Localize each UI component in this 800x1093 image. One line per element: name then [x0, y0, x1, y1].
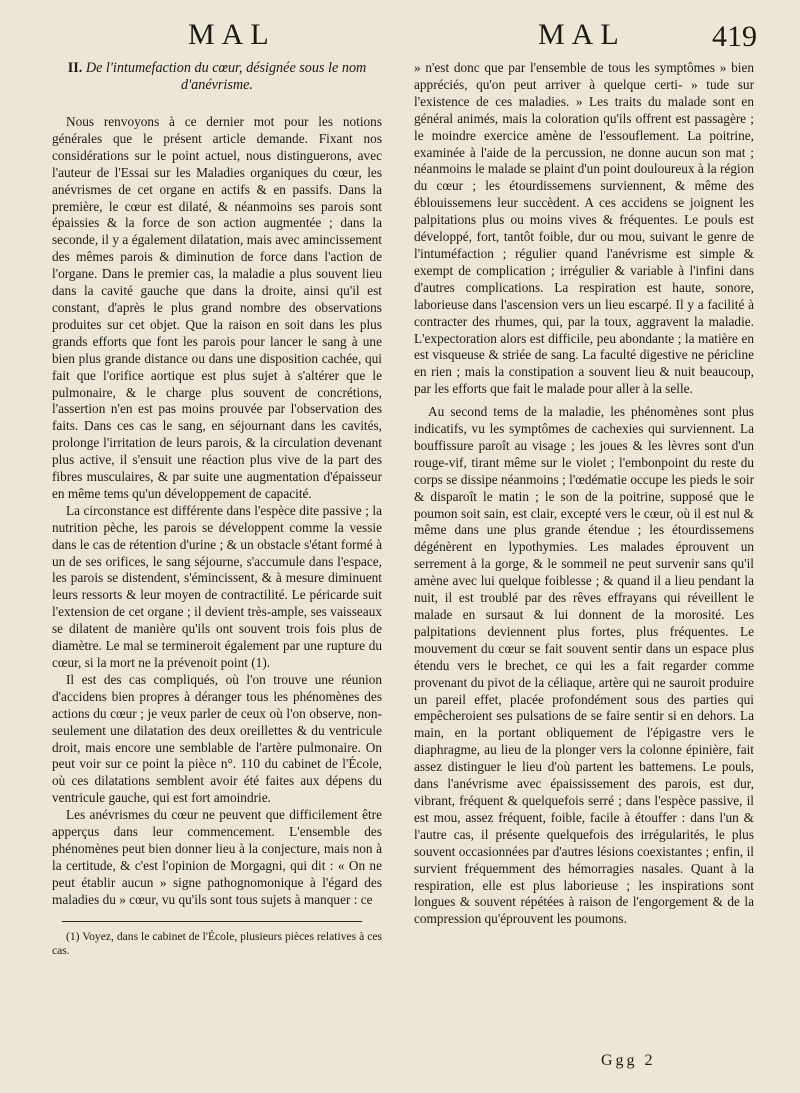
paragraph: Les anévrismes du cœur ne peuvent que difficilement être apperçus dans leur commencement. L'ensemble des phénomènes peut bien donner lieu à la conjecture, mais non à la certitude, & c'est l'opinion de Morgagni, qui dit : « On ne peut établir aucun » signe pathognomonique à l'égard des maladies du » cœur, vu qu'ils sont tous sujets à manquer : ce — [52, 807, 382, 907]
paragraph: » n'est donc que par l'ensemble de tous les symptômes » bien appréciés, qu'on peut arriver à quelque certi- » tude sur l'existence de ces maladies. » Les traits du malade sont en général animés, mais la coloration qu'ils offrent est passagère ; le moindre exercice amène de l'essouflement. La poitrine, examinée à l'aide de la percussion, ne donne aucun son mat ; néanmoins le malade se plaint d'un point douloureux à la région du cœur ; les étourdissemens surviennent, & même des éblouissemens leur succèdent. A ces accidens se joignent les palpitations plus ou moins vives & fréquentes. Le pouls est développé, fort, tantôt foible, dur ou mou, suivant le genre de l'intuméfaction ; régulier quand l'anévrisme est simple & exempt de complication ; irrégulier & variable à l'infini dans d'autres complications. La respiration est haute, sonore, laborieuse dans l'ascension vers un lieu escarpé. Il y a facilité à contracter des rhumes, qui, par la toux, aggravent la maladie. L'expectoration alors est difficile, peu abondante ; la matière en est visqueuse & striée de sang. La faculté digestive ne péricline en rien ; mais la constipation a souvent lieu & nuit beaucoup, par les efforts que fait le malade pour aller à la selle. — [414, 60, 754, 397]
section-heading — [52, 60, 382, 94]
paragraph: Nous renvoyons à ce dernier mot pour les notions générales que le présent article demande. Fixant nos considérations sur le point actuel, nous distinguerons, avec l'auteur de l'Essai sur les Maladies organiques du cœur, les anévrismes de cet organe en actifs & en passifs. Dans la première, le cœur est dilaté, & néanmoins ses parois sont épaissies & la force de son action augmentée ; dans la seconde, il y a également dilatation, mais avec amincissement des mêmes parois & diminution de force dans l'action de l'organe. Dans le premier cas, la maladie a plus souvent lieu dans la cavité gauche que dans la droite, ainsi qu'il est constant, d'après le plus grand nombre des observations produites sur cet objet. Que la raison en soit dans les plus grands efforts que font les parois pour lancer le sang à une bien plus grande distance ou dans une disposition cachée, qui fait que l'orifice aortique est plus sujet à s'altérer que le pulmonaire, & le charge plus souvent de concrétions, l'assertion n'en est pas moins prouvée par l'observation des faits. Dans ces cas le sang, en séjournant dans les cavités, prolonge l'irritation de leurs parois, & la circulation devenant plus active, il s'ensuit une réaction plus vive de la part des fibres musculaires, & par suite une augmentation d'épaisseur en même tems qu'un développement de capacité. — [52, 114, 382, 501]
running-head — [0, 18, 800, 54]
footnote: (1) Voyez, dans le cabinet de l'École, plusieurs pièces relatives à ces cas. — [52, 929, 382, 957]
page-number: 419 — [712, 20, 757, 53]
paragraph: La circonstance est différente dans l'espèce dite passive ; la nutrition pèche, les parois se développent comme la vessie dans le cas de rétention d'urine ; & un obstacle s'étant formé à un de ses orifices, le sang séjourne, s'accumule dans l'espace, les parois se distendent, s'émincissent, & à mesure diminuent leurs ressorts & leur moyen de contractilité. Le péricarde suit l'extension de cet organe ; il devient très-ample, ses vaisseaux se dilatent de manière qu'ils ont souvent trois fois plus de diamètre. Le mal se termineroit également par une rupture du cœur, si la mort ne la prévenoit point (1). — [52, 502, 382, 670]
section-number: II. — [67, 60, 83, 76]
footnote-rule — [62, 921, 362, 922]
running-title-right: MAL — [538, 18, 626, 51]
left-column — [52, 60, 382, 958]
right-column — [414, 60, 754, 928]
paragraph: Au second tems de la maladie, les phénomènes sont plus indicatifs, vu les symptômes de cachexies qui surviennent. La bouffissure paroît au visage ; les joues & les lèvres sont d'un rouge-vif, tirant même sur le violet ; l'embonpoint du reste du corps se dissipe néanmoins ; l'œdématie occupe les pieds le soir & disparoît le matin ; le son de la poitrine, supposé que le poumon soit sain, est clair, excepté vers le cœur, où il est nul & même dans une plus grande étendue ; les étourdissemens dégénèrent en lypothymies. Les malades éprouvent un serrement à la gorge, & le sommeil ne peut survenir sans qu'il amène avec lui quelque foiblesse ; & quand il a lieu pendant la nuit, il est troublé par des rêves effrayans qui réveillent le malade en sursaut & lui donnent de la morosité. Les palpitations deviennent plus fortes, plus fréquentes. Le mouvement du cœur se fait souvent sentir dans un espace plus étendu vers le brechet, ce qui les a fait regarder comme provenant du pivot de la céliaque, artère qui ne sauroit produire un pareil effet, placée profondément sous des parties qui empêcheroient ses pulsations de se faire sentir si en dehors. La main, en la portant obliquement de l'épigastre vers le diaphragme, au lieu de la plonger vers la colonne épinière, fait assez distinguer le lieu d'où partent les battemens. Le pouls, dans l'anévrisme avec épaississement des parois, est dur, vibrant, fréquent & quelquefois serré ; dans l'espèce passive, il est mou, assez fréquent, foible, facile à étouffer : dans l'un & l'autre cas, il présente quelquefois des irrégularités, le plus souvent occasionnées par d'autres lésions coexistantes ; enfin, il survient fréquemment des hémorragies nasales. Quant à la respiration, elle est plus laborieuse ; les inspirations sont longues & souvent répétées à raison de l'engorgement & de la compression qu'éprouvent les poumons. — [414, 404, 754, 927]
heading-gap — [52, 96, 382, 114]
section-title: De l'intumefaction du cœur, désignée sous le nom d'anévrisme. — [85, 60, 367, 93]
running-title-left: MAL — [188, 18, 276, 51]
paragraph: Il est des cas compliqués, où l'on trouve une réunion d'accidens bien propres à déranger tous les phénomènes des actions du cœur ; je veux parler de ceux où l'on observe, non-seulement une dilatation des deux oreillettes & du ventricule droit, mais encore une semblable de l'artère pulmonaire. On peut voir sur ce point la pièce n°. 110 du cabinet de l'École, où ces dilatations semblent avoir été faites aux dépens du ventricule gauche, qui est fort amoindrie. — [52, 671, 382, 806]
signature-mark: Ggg 2 — [601, 1052, 656, 1069]
